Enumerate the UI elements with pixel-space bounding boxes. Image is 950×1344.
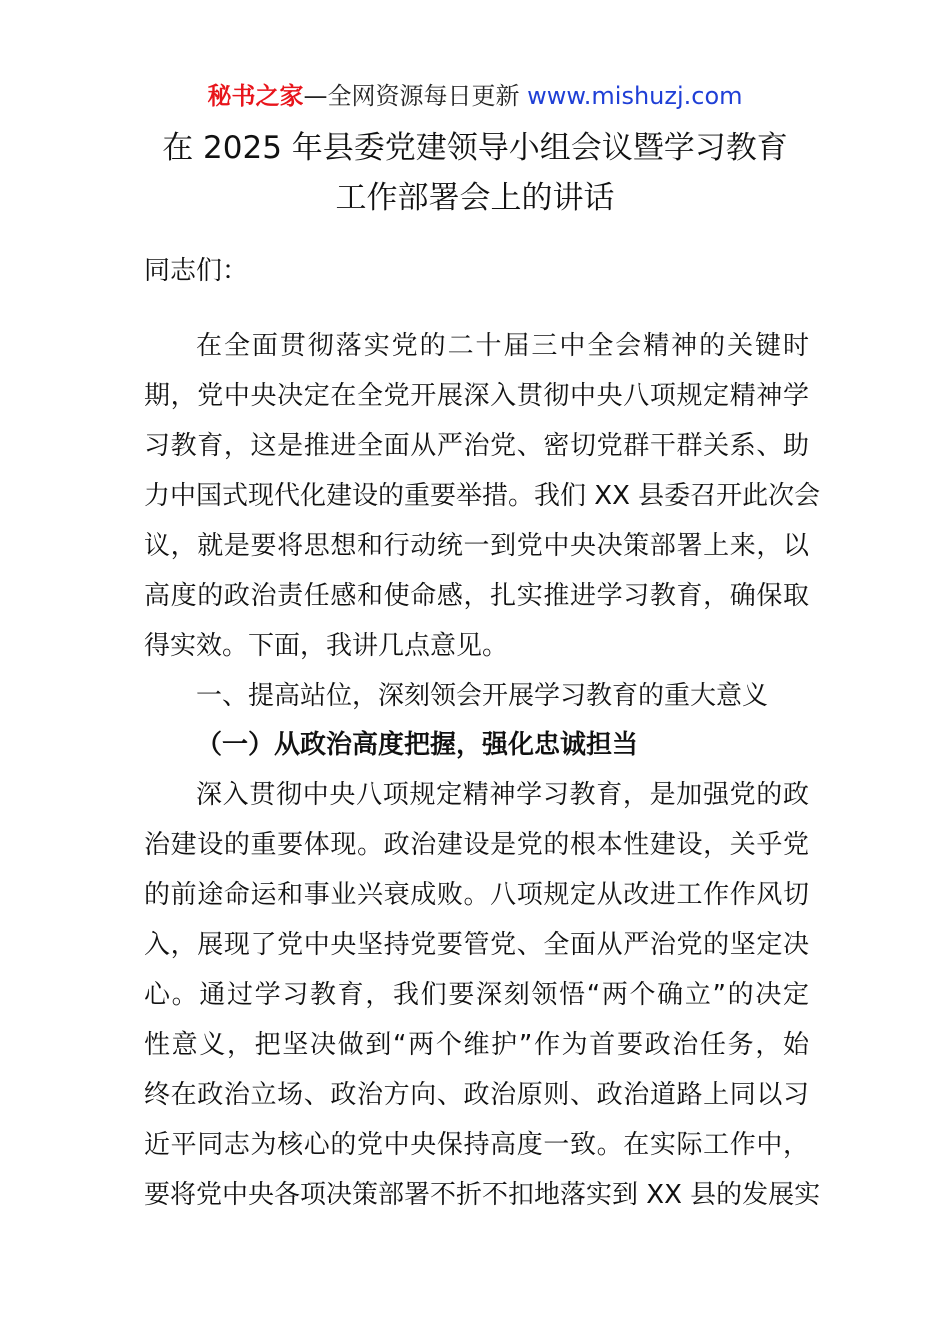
paragraph-1-line: 得实效。下面，我讲几点意见。 <box>144 631 509 661</box>
salutation: 同志们： <box>144 256 249 286</box>
paragraph-1-line: 在全面贯彻落实党的二十届三中全会精神的关键时 <box>196 331 809 361</box>
paragraph-1-line: 习教育，这是推进全面从严治党、密切党群干群关系、助 <box>144 431 809 461</box>
subsection-1-heading: （一）从政治高度把握，强化忠诚担当 <box>196 730 639 760</box>
document-title-line-2: 工作部署会上的讲话 <box>335 180 615 216</box>
header-tagline: —全网资源每日更新 <box>303 82 528 110</box>
site-url[interactable]: www.mishuzj.com <box>527 82 743 110</box>
paragraph-2-line: 深入贯彻中央八项规定精神学习教育，是加强党的政 <box>196 780 809 810</box>
paragraph-1-line: 议，就是要将思想和行动统一到党中央决策部署上来，以 <box>144 531 809 561</box>
document-title-line-1: 在 2025 年县委党建领导小组会议暨学习教育 <box>162 130 788 166</box>
paragraph-2-line: 心。通过学习教育，我们要深刻领悟“两个确立”的决定 <box>144 980 809 1010</box>
paragraph-2-line: 治建设的重要体现。政治建设是党的根本性建设，关乎党 <box>144 830 809 860</box>
paragraph-2-line: 性意义，把坚决做到“两个维护”作为首要政治任务，始 <box>144 1030 809 1060</box>
paragraph-2-line: 终在政治立场、政治方向、政治原则、政治道路上同以习 <box>144 1080 809 1110</box>
paragraph-2-line: 近平同志为核心的党中央保持高度一致。在实际工作中， <box>144 1130 809 1160</box>
paragraph-2-line: 要将党中央各项决策部署不折不扣地落实到 XX 县的发展实 <box>144 1180 821 1210</box>
site-header <box>0 80 950 112</box>
paragraph-1-line: 力中国式现代化建设的重要举措。我们 XX 县委召开此次会 <box>144 481 821 511</box>
brand-name: 秘书之家 <box>207 82 304 110</box>
section-1-heading: 一、提高站位，深刻领会开展学习教育的重大意义 <box>196 681 769 711</box>
paragraph-2-line: 入，展现了党中央坚持党要管党、全面从严治党的坚定决 <box>144 930 809 960</box>
paragraph-1-line: 期，党中央决定在全党开展深入贯彻中央八项规定精神学 <box>144 381 809 411</box>
paragraph-2-line: 的前途命运和事业兴衰成败。八项规定从改进工作作风切 <box>144 880 809 910</box>
paragraph-1-line: 高度的政治责任感和使命感，扎实推进学习教育，确保取 <box>144 581 809 611</box>
